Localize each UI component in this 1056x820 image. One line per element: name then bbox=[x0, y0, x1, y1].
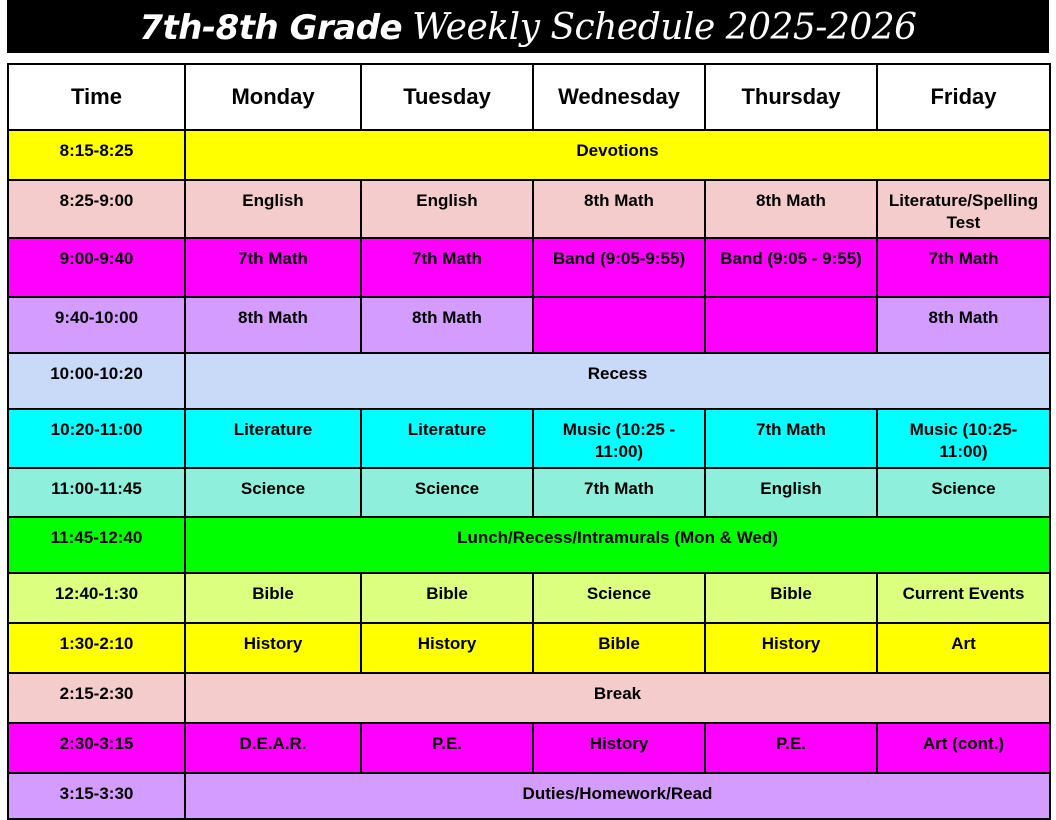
all-week-activity: Devotions bbox=[185, 130, 1050, 180]
time-slot: 12:40-1:30 bbox=[8, 573, 185, 623]
schedule-row bbox=[8, 673, 1050, 723]
schedule-row bbox=[8, 180, 1050, 238]
thursday-activity: Band (9:05 - 9:55) bbox=[705, 238, 877, 297]
schedule-table bbox=[7, 63, 1051, 820]
monday-activity: 7th Math bbox=[185, 238, 361, 297]
wednesday-activity: History bbox=[533, 723, 705, 773]
schedule-row bbox=[8, 573, 1050, 623]
thursday-activity: 7th Math bbox=[705, 409, 877, 468]
tuesday-activity: Science bbox=[361, 468, 533, 517]
time-slot: 8:15-8:25 bbox=[8, 130, 185, 180]
monday-activity: English bbox=[185, 180, 361, 238]
wednesday-activity: Band (9:05-9:55) bbox=[533, 238, 705, 297]
wednesday-activity: Music (10:25 - 11:00) bbox=[533, 409, 705, 468]
tuesday-activity: Bible bbox=[361, 573, 533, 623]
header-monday: Monday bbox=[185, 64, 361, 130]
time-slot: 2:30-3:15 bbox=[8, 723, 185, 773]
friday-activity: Science bbox=[877, 468, 1050, 517]
schedule-row bbox=[8, 238, 1050, 297]
tuesday-activity: P.E. bbox=[361, 723, 533, 773]
schedule-row bbox=[8, 723, 1050, 773]
header-thursday: Thursday bbox=[705, 64, 877, 130]
wednesday-activity: 8th Math bbox=[533, 180, 705, 238]
header-row bbox=[8, 64, 1050, 130]
schedule-row bbox=[8, 517, 1050, 573]
time-slot: 8:25-9:00 bbox=[8, 180, 185, 238]
all-week-activity: Break bbox=[185, 673, 1050, 723]
monday-activity: D.E.A.R. bbox=[185, 723, 361, 773]
friday-activity: 7th Math bbox=[877, 238, 1050, 297]
schedule-row bbox=[8, 297, 1050, 353]
schedule-row bbox=[8, 353, 1050, 409]
thursday-activity: P.E. bbox=[705, 723, 877, 773]
time-slot: 11:45-12:40 bbox=[8, 517, 185, 573]
header-time: Time bbox=[8, 64, 185, 130]
friday-activity: 8th Math bbox=[877, 297, 1050, 353]
time-slot: 11:00-11:45 bbox=[8, 468, 185, 517]
thursday-activity: English bbox=[705, 468, 877, 517]
all-week-activity: Recess bbox=[185, 353, 1050, 409]
tuesday-activity: English bbox=[361, 180, 533, 238]
tuesday-activity: 7th Math bbox=[361, 238, 533, 297]
schedule-row bbox=[8, 623, 1050, 673]
friday-activity: Current Events bbox=[877, 573, 1050, 623]
monday-activity: Bible bbox=[185, 573, 361, 623]
monday-activity: History bbox=[185, 623, 361, 673]
time-slot: 10:20-11:00 bbox=[8, 409, 185, 468]
header-wednesday: Wednesday bbox=[533, 64, 705, 130]
title-schedule: Weekly Schedule 2025-2026 bbox=[412, 7, 917, 48]
friday-activity: Music (10:25-11:00) bbox=[877, 409, 1050, 468]
monday-activity: 8th Math bbox=[185, 297, 361, 353]
time-slot: 10:00-10:20 bbox=[8, 353, 185, 409]
header-friday: Friday bbox=[877, 64, 1050, 130]
friday-activity: Literature/Spelling Test bbox=[877, 180, 1050, 238]
thursday-activity: 8th Math bbox=[705, 180, 877, 238]
time-slot: 3:15-3:30 bbox=[8, 773, 185, 819]
wednesday-activity: Science bbox=[533, 573, 705, 623]
monday-activity: Science bbox=[185, 468, 361, 517]
time-slot: 2:15-2:30 bbox=[8, 673, 185, 723]
friday-activity: Art bbox=[877, 623, 1050, 673]
all-week-activity: Duties/Homework/Read bbox=[185, 773, 1050, 819]
all-week-activity: Lunch/Recess/Intramurals (Mon & Wed) bbox=[185, 517, 1050, 573]
schedule-row bbox=[8, 468, 1050, 517]
thursday-activity bbox=[705, 297, 877, 353]
wednesday-activity: 7th Math bbox=[533, 468, 705, 517]
time-slot: 9:40-10:00 bbox=[8, 297, 185, 353]
wednesday-activity: Bible bbox=[533, 623, 705, 673]
schedule-row bbox=[8, 773, 1050, 819]
wednesday-activity bbox=[533, 297, 705, 353]
schedule-row bbox=[8, 409, 1050, 468]
schedule-row bbox=[8, 130, 1050, 180]
thursday-activity: Bible bbox=[705, 573, 877, 623]
thursday-activity: History bbox=[705, 623, 877, 673]
monday-activity: Literature bbox=[185, 409, 361, 468]
title-grade: 7th-8th Grade bbox=[139, 8, 403, 48]
title-banner bbox=[7, 0, 1049, 53]
tuesday-activity: History bbox=[361, 623, 533, 673]
header-tuesday: Tuesday bbox=[361, 64, 533, 130]
friday-activity: Art (cont.) bbox=[877, 723, 1050, 773]
tuesday-activity: Literature bbox=[361, 409, 533, 468]
time-slot: 1:30-2:10 bbox=[8, 623, 185, 673]
time-slot: 9:00-9:40 bbox=[8, 238, 185, 297]
tuesday-activity: 8th Math bbox=[361, 297, 533, 353]
